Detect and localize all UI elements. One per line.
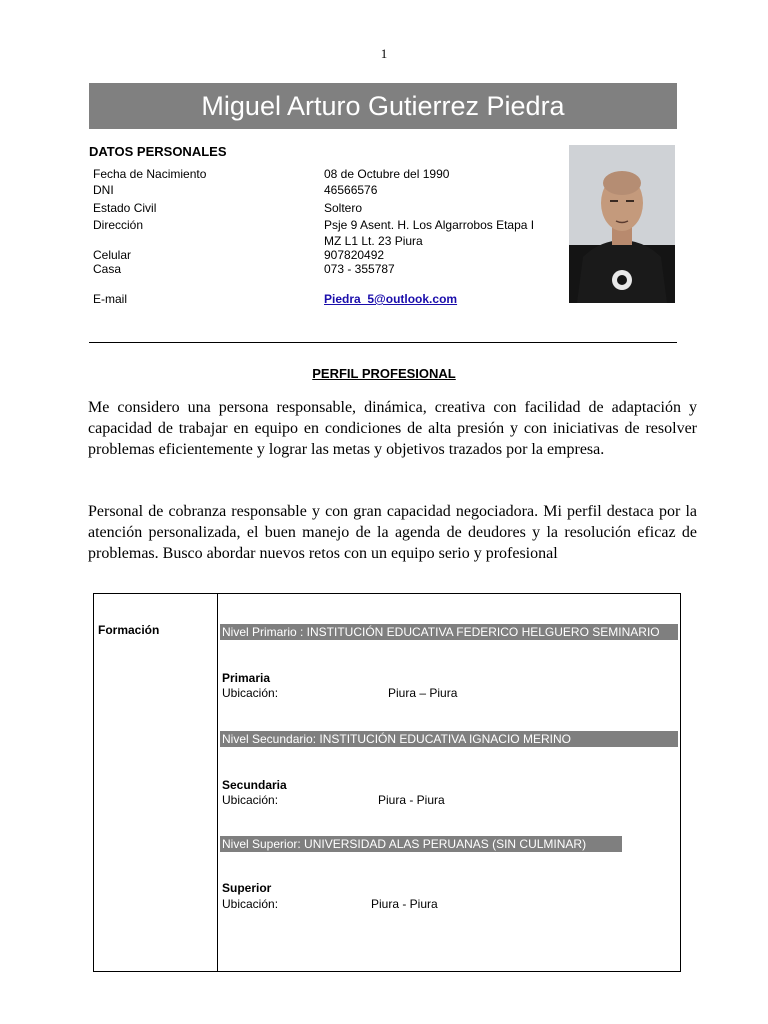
page-number: 1 [380,46,388,61]
personal-data-heading: DATOS PERSONALES [89,144,227,159]
dni-value: 46566576 [324,183,378,197]
name-banner: Miguel Arturo Gutierrez Piedra [89,83,677,129]
civil-status-label: Estado Civil [93,201,157,215]
superior-location-value: Piura - Piura [371,897,438,911]
education-table-divider [217,593,218,972]
civil-status-value: Soltero [324,201,363,215]
email-label: E-mail [93,292,128,306]
primary-location-value: Piura – Piura [388,686,458,700]
profile-paragraph-2: Personal de cobranza responsable y con gran capacidad negociadora. Mi perfil destaca por la atención personalizada, el buen manejo de la agenda de deudores y la resolución eficaz de problemas. Busco abordar nuevos retos con un equipo serio y profesional [88,503,697,562]
secondary-level-bar: Nivel Secundario: INSTITUCIÓN EDUCATIVA IGNACIO MERINO [220,731,678,747]
secondary-location-label: Ubicación: [222,793,279,807]
education-table [93,593,681,972]
education-label: Formación [98,623,160,637]
dni-label: DNI [93,183,114,197]
profile-paragraph-1: Me considero una persona responsable, dinámica, creativa con facilidad de adaptación y capacidad de trabajar en equipo en condiciones de alta presión y con iniciativas de resolver problemas eficientemente y lograr las metas y objetivos trazados por la empresa. [88,399,697,458]
address-label: Dirección [93,218,144,232]
superior-title: Superior [222,881,272,895]
superior-level-bar: Nivel Superior: UNIVERSIDAD ALAS PERUANAS (SIN CULMINAR) [220,836,622,852]
birthdate-label: Fecha de Nacimiento [93,167,207,181]
address-value-line1: Psje 9 Asent. H. Los Algarrobos Etapa I [324,218,535,232]
primary-location-label: Ubicación: [222,686,279,700]
primary-title: Primaria [222,671,271,685]
email-link[interactable]: Piedra_5@outlook.com [324,292,458,306]
primary-level-bar: Nivel Primario : INSTITUCIÓN EDUCATIVA FEDERICO HELGUERO SEMINARIO [220,624,678,640]
profile-heading: PERFIL PROFESIONAL [312,366,456,381]
profile-photo [569,145,675,303]
secondary-title: Secundaria [222,778,287,792]
person-photo-icon [569,145,675,303]
section-divider [89,342,677,343]
home-phone-label: Casa [93,262,122,276]
superior-location-label: Ubicación: [222,897,279,911]
mobile-label: Celular [93,248,132,262]
birthdate-value: 08 de Octubre del 1990 [324,167,450,181]
home-phone-value: 073 - 355787 [324,262,395,276]
address-value-line2: MZ L1 Lt. 23 Piura [324,234,423,248]
secondary-location-value: Piura - Piura [378,793,445,807]
mobile-value: 907820492 [324,248,385,262]
